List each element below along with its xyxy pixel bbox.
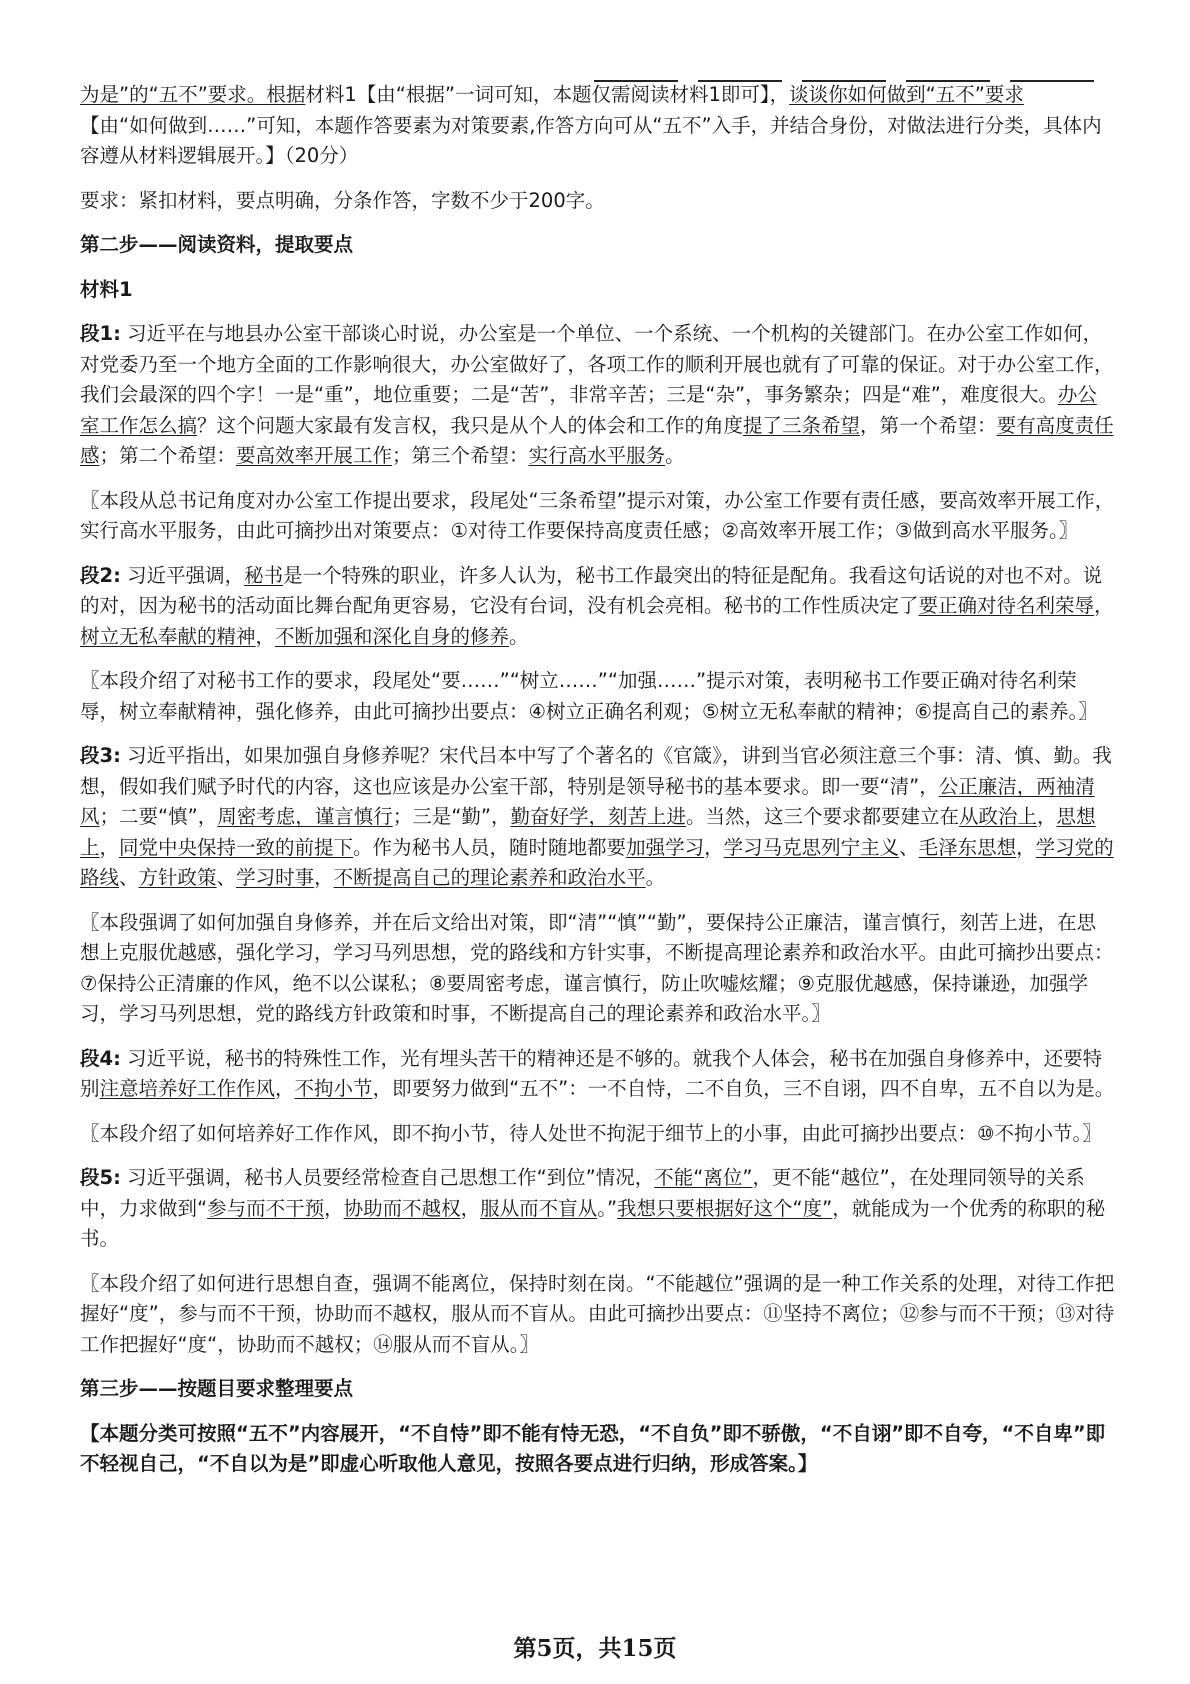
para-text: ， bbox=[460, 1196, 481, 1220]
paragraph-2 bbox=[80, 561, 1115, 653]
requirements: 要求：紧扣材料，要点明确，分条作答，字数不少于200字。 bbox=[80, 188, 605, 212]
para-text: 协助而不越权 bbox=[343, 1196, 461, 1220]
note-5: 〖本段介绍了如何进行思想自查，强调不能离位，保持时刻在岗。“不能越位”强调的是一种工作关系的处理，对待工作把握好“度”，参与而不干预，协助而不越权，服从而不盲从。由此可摘抄出要点：⑪坚持不离位；⑫参与而不干预；⑬对待工作把握好“度“，协助而不越权；⑭服从而不盲从。〗 bbox=[80, 1271, 1115, 1356]
para-text: ， bbox=[704, 835, 724, 859]
para-text: ，就能成为一个优秀的称职的秘书。 bbox=[80, 1196, 1106, 1250]
para-text: 周密考虑，谨言慎行 bbox=[217, 805, 393, 828]
para-text: 提了三条希望 bbox=[743, 413, 861, 437]
para-text: ， bbox=[99, 835, 120, 859]
para-text: 不拘小节 bbox=[294, 1077, 373, 1100]
para-text: 树立无私奉献的精神 bbox=[80, 624, 256, 648]
para-text: 学习时事 bbox=[236, 866, 315, 889]
paragraph-4 bbox=[80, 1044, 1115, 1105]
para-text: 毛泽东思想 bbox=[918, 835, 1017, 859]
q-text: 谈谈你如何做到 bbox=[789, 83, 926, 106]
para-text: 公正廉洁，两袖清风 bbox=[80, 774, 1095, 828]
para-text: 服从而不盲从 bbox=[480, 1196, 598, 1220]
para-text: 秘书 bbox=[244, 563, 284, 587]
paragraph-label: 段4: bbox=[80, 1046, 121, 1070]
q-text: “五不” bbox=[925, 83, 985, 106]
para-text: ；第三个希望： bbox=[392, 444, 529, 467]
para-text: 、 bbox=[119, 866, 139, 889]
q-text: 为是”的“五不”要求。 bbox=[80, 83, 267, 106]
step2-heading: 第二步——阅读资料，提取要点 bbox=[80, 233, 354, 256]
para-text: 学习党的路线 bbox=[80, 835, 1114, 889]
question-text bbox=[80, 80, 1115, 172]
para-text: 习近平指出，如果加强自身修养呢？宋代吕本中写了个著名的《官箴》，讲到当官必须注意三个事：清、慎、勤。我想，假如我们赋予时代的内容，这也应该是办公室干部，特别是领导秘书的基本要求。即一要“清”， bbox=[80, 744, 1112, 798]
para-text: ， bbox=[1037, 805, 1057, 828]
para-text: ，更不能“越位”，在处理同领导的关系中，力求做到“ bbox=[80, 1166, 1085, 1220]
para-text: ， bbox=[255, 624, 276, 648]
para-text: 不断提高自己的理论素养和政治水平 bbox=[333, 866, 646, 889]
para-text: 。 bbox=[509, 624, 529, 648]
para-text: 、 bbox=[216, 866, 237, 889]
note-3: 〖本段强调了如何加强自身修养，并在后文给出对策，即“清”“慎”“勤”，要保持公正廉洁，谨言慎行，刻苦上进，在思想上克服优越感，强化学习，学习马列思想，党的路线和方针实事，不断提高理论素养和政治水平。由此可摘抄出要点：⑦保持公正清廉的作风，绝不以公谋私；⑧要周密考虑，谨言慎行，防止吹嘘炫耀；⑨克服优越感，保持谦逊，加强学习，学习马列思想，党的路线方针政策和时事，不断提高自己的理论素养和政治水平。〗 bbox=[80, 910, 1114, 1025]
para-text: 我想只要根据好这个“度” bbox=[617, 1196, 833, 1220]
para-text: 勤奋好学，刻苦上进 bbox=[510, 805, 686, 828]
paragraph-5 bbox=[80, 1163, 1115, 1255]
para-text: ，第一个希望： bbox=[860, 413, 997, 437]
material-heading: 材料1 bbox=[80, 277, 133, 301]
para-text: 参与而不干预 bbox=[207, 1196, 325, 1220]
paragraph-1 bbox=[80, 319, 1115, 472]
para-text: 习近平在与地县办公室干部谈心时说，办公室是一个单位、一个系统、一个机构的关键部门。在办公室工作如何，对党委乃至一个地方全面的工作影响很大，办公室做好了，各项工作的顺利开展也就有了可靠的保证。对于办公室工作，我们会最深的四个字！一是“重”，地位重要；二是“苦”，非常辛苦；三是“杂”，事务繁杂；四是“难”，难度很大。 bbox=[80, 322, 1114, 406]
paragraph-label: 段1: bbox=[80, 322, 121, 345]
para-text: 同党中央保持一致的前提下 bbox=[119, 835, 354, 859]
para-text: 。” bbox=[597, 1196, 618, 1220]
paragraph-label: 段3: bbox=[80, 744, 121, 767]
para-text: 办公室工作怎么搞 bbox=[80, 383, 1097, 437]
para-text: 。当然，这三个要求都要建立在 bbox=[685, 805, 959, 828]
para-text: 要高效率开展工作 bbox=[236, 444, 393, 467]
q-text: 材料1【由“根据”一词可知，本题仅需阅读材料1即可】， bbox=[305, 83, 790, 106]
para-text: 不能“离位” bbox=[654, 1166, 753, 1189]
para-text: 要有高度责任感 bbox=[80, 413, 1114, 467]
para-text: 思想上 bbox=[80, 805, 1096, 859]
para-text: 方针政策 bbox=[138, 866, 217, 889]
para-text: 不断加强和深化自身的修养 bbox=[275, 624, 510, 648]
paragraph-3 bbox=[80, 741, 1115, 894]
paragraph-label: 段5: bbox=[80, 1166, 121, 1189]
para-text: ， bbox=[1016, 835, 1036, 859]
para-text: 习近平强调，秘书人员要经常检查自己思想工作“到位”情况， bbox=[127, 1166, 655, 1189]
note-1: 〖本段从总书记角度对办公室工作提出要求，段尾处“三条希望”提示对策，办公室工作要有责任感，要高效率开展工作，实行高水平服务，由此可摘抄出对策要点：①对待工作要保持高度责任感；②高效率开展工作；③做到高水平服务。〗 bbox=[80, 488, 1115, 542]
para-text: 从政治上 bbox=[959, 805, 1038, 828]
q-text: 根据 bbox=[266, 83, 306, 106]
para-text: ？这个问题大家最有发言权，我只是从个人的体会和工作的角度 bbox=[197, 413, 744, 437]
para-text: 实行高水平服务 bbox=[528, 444, 666, 467]
q-text: 要求 bbox=[984, 83, 1024, 106]
page-number: 第5页，共15页 bbox=[513, 1635, 677, 1662]
para-text: 加强学习 bbox=[626, 835, 705, 859]
note-4: 〖本段介绍了如何培养好工作作风，即不拘小节，待人处世不拘泥于细节上的小事，由此可摘抄出要点：⑩不拘小节。〗 bbox=[80, 1121, 1102, 1145]
para-text: ；第二个希望： bbox=[99, 444, 237, 467]
para-text: 、 bbox=[899, 835, 919, 859]
answer-blanks bbox=[594, 58, 1106, 82]
para-text: 。作为秘书人员，随时随地都要 bbox=[353, 835, 627, 859]
para-text: 习近平说，秘书的特殊性工作，光有埋头苦干的精神还是不够的。就我个人体会，秘书在加强自身修养中，还要特别 bbox=[80, 1046, 1103, 1100]
para-text: ， bbox=[324, 1196, 344, 1220]
para-text: 。 bbox=[665, 444, 685, 467]
para-text: 要正确对待名利荣辱 bbox=[918, 594, 1095, 617]
para-text: 注意培养好工作作风 bbox=[99, 1077, 276, 1100]
paragraph-label: 段2: bbox=[80, 563, 121, 587]
note-6: 【本题分类可按照“五不”内容展开，“不自恃”即不能有恃无恐，“不自负”即不骄傲，“不自诩”即不自夸，“不自卑”即不轻视自己，“不自以为是”即虚心听取他人意见，按照各要点进行归纳，形成答案。】 bbox=[80, 1421, 1106, 1475]
para-text: ；二要“慎”， bbox=[99, 805, 218, 828]
para-text: ， bbox=[314, 866, 334, 889]
para-text: 习近平强调， bbox=[127, 563, 245, 587]
para-text: ， bbox=[1094, 594, 1114, 617]
para-text: ，即要努力做到“五不”：一不自恃，二不自负，三不自诩，四不自卑，五不自以为是。 bbox=[372, 1077, 1115, 1100]
para-text: 学习马克思列宁主义 bbox=[723, 835, 900, 859]
para-text: 。 bbox=[645, 866, 666, 889]
para-text: ， bbox=[275, 1077, 295, 1100]
para-text: 是一个特殊的职业，许多人认为，秘书工作最突出的特征是配角。我看这句话说的对也不对。说的对，因为秘书的活动面比舞台配角更容易，它没有台词，没有机会亮相。秘书的工作性质决定了 bbox=[80, 563, 1103, 617]
note-2: 〖本段介绍了对秘书工作的要求，段尾处“要……”“树立……”“加强……”提示对策，表明秘书工作要正确对待名利荣辱，树立奉献精神，强化修养，由此可摘抄出要点：④树立正确名利观；⑤树立无私奉献的精神；⑥提高自己的素养。〗 bbox=[80, 669, 1098, 723]
q-text: 【由“如何做到……”可知，本题作答要素为对策要素,作答方向可从“五不”入手，并结合身份，对做法进行分类，具体内容遵从材料逻辑展开。】（20分） bbox=[80, 113, 1102, 167]
para-text: ；三是“勤”， bbox=[392, 805, 511, 828]
step3-heading: 第三步——按题目要求整理要点 bbox=[80, 1377, 354, 1400]
page-content bbox=[80, 80, 1115, 1494]
